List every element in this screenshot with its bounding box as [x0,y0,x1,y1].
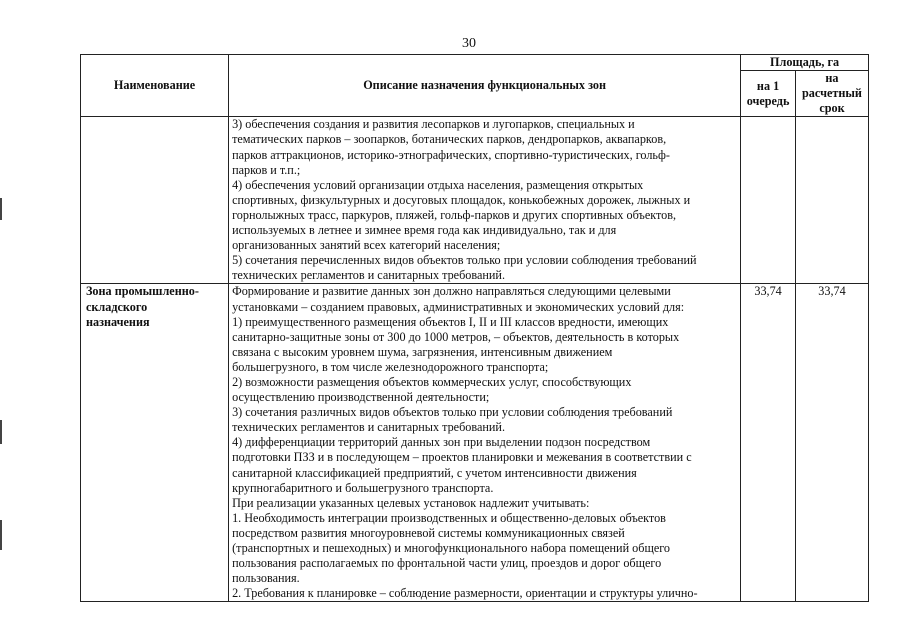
description-line: пользования располагаемых по фронтальной части улиц, проездов и дорог общего [232,556,662,571]
description-line: санитарно-защитные зоны от 300 до 1000 метров, – объектов, деятельность в которых [232,329,680,344]
zone-description-cell [229,284,741,602]
zone-name-line: Зона промышленно- [86,284,199,299]
table-row [81,117,869,284]
header-estimated-line: срок [819,101,845,116]
scan-mark [0,198,2,220]
description-line: тематических парков – зоопарков, ботанических парков, дендропарков, аквапарков, [232,132,667,147]
zone-name-line: складского [86,299,148,314]
header-description: Описание назначения функциональных зон [229,55,741,117]
description-line: 2. Требования к планировке – соблюдение размерности, ориентации и структуры улично- [232,586,698,601]
description-line: организованных занятий всех категорий населения; [232,238,501,253]
header-area: Площадь, га [741,55,869,71]
description-line: технических регламентов и санитарных требований. [232,420,505,435]
description-line: посредством развития многоуровневой системы коммуникационных связей [232,525,625,540]
scan-mark [0,520,2,550]
area-estimated-cell [795,117,868,284]
zone-name-cell [81,284,229,602]
zone-name-cell [81,117,229,284]
area-stage1-cell [741,117,796,284]
description-line: 3) сочетания различных видов объектов только при условии соблюдения требований [232,405,673,420]
header-estimated-line: на [825,71,839,86]
zone-name-line: назначения [86,314,150,329]
page-number: 30 [462,36,476,51]
header-name: Наименование [81,55,229,117]
description-line: Формирование и развитие данных зон должно направляться следующими целевыми [232,284,671,299]
description-line: 4) обеспечения условий организации отдыха населения, размещения открытых [232,177,644,192]
area-estimated-cell: 33,74 [795,284,868,602]
description-line: 1) преимущественного размещения объектов I, II и III классов вредности, имеющих [232,314,669,329]
description-line: 1. Необходимость интеграции производственных и общественно-деловых объектов [232,510,666,525]
description-line: технических регламентов и санитарных требований. [232,268,505,283]
header-estimated [795,71,868,117]
description-line: 2) возможности размещения объектов коммерческих услуг, способствующих [232,374,632,389]
description-line: 3) обеспечения создания и развития лесопарков и лугопарков, специальных и [232,117,635,132]
description-line: связана с высоким уровнем шума, загрязнения, интенсивным движением [232,344,613,359]
description-line: используемых в летнее и зимнее время года как индивидуально, так и для [232,223,617,238]
description-line: 5) сочетания перечисленных видов объектов только при условии соблюдения требований [232,253,697,268]
description-line: (транспортных и пешеходных) и многофункционального набора помещений общего [232,541,671,555]
description-line: пользования. [232,571,300,586]
description-line: парков аттракционов, историко-этнографических, спортивно-туристических, гольф- [232,147,670,162]
table-body [81,117,869,602]
description-line: спортивных, физкультурных и досуговых площадок, конькобежных дорожек, лыжных и [232,192,691,207]
description-line: При реализации указанных целевых установок надлежит учитывать: [232,495,590,510]
description-line: установками – созданием правовых, административных и экономических условий для: [232,299,685,314]
scan-mark [0,420,2,444]
description-line: парков и т.п.; [232,162,301,177]
zone-description-cell [229,117,741,284]
description-line: подготовки ПЗЗ и в последующем – проектов планировки и межевания в соответствии с [232,450,692,465]
functional-zones-table [80,54,869,602]
area-stage1-cell: 33,74 [741,284,796,602]
header-stage1-line: на 1 [756,78,780,93]
header-estimated-line: расчетный [802,86,862,101]
description-line: большегрузного, в том числе железнодорожного транспорта; [232,359,549,374]
description-line: горнолыжных трасс, паркуров, пляжей, гольф-парков и других спортивных объектов, [232,207,677,222]
description-line: санитарной классификацией предприятий, с учетом интенсивности движения [232,465,637,480]
table-row [81,284,869,602]
description-line: осуществлению производственной деятельности; [232,390,490,405]
description-line: 4) дифференциации территорий данных зон при выделении подзон посредством [232,435,651,450]
description-line: крупногабаритного и большегрузного транспорта. [232,480,494,495]
header-stage1-line: очередь [746,93,790,108]
header-stage1 [741,71,796,117]
